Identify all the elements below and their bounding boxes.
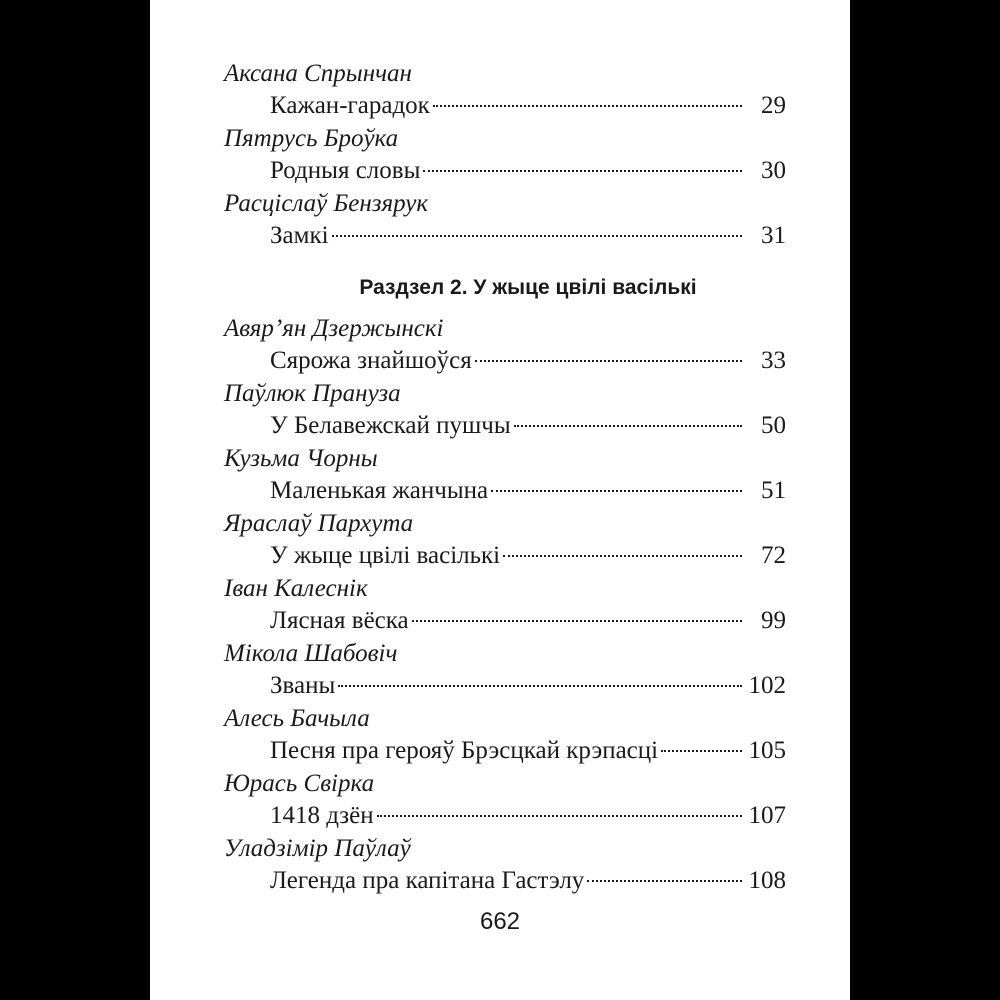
- toc-entry: [270, 345, 786, 378]
- toc-entry: [270, 670, 786, 703]
- work-title: Песня пра герояў Брэсцкай крэпасці: [270, 737, 659, 764]
- page-ref: 107: [748, 802, 786, 829]
- toc-entry: [270, 155, 786, 188]
- author-name: Авяр’ян Дзержынскі: [224, 315, 444, 342]
- page-ref: 105: [748, 737, 786, 764]
- dot-leader: [587, 880, 742, 882]
- toc-group: [224, 638, 786, 703]
- page-ref: 108: [748, 867, 786, 894]
- toc-entry: [270, 90, 786, 123]
- work-title: Замкі: [270, 222, 329, 249]
- author-name: Аксана Спрынчан: [224, 60, 412, 87]
- dot-leader: [503, 555, 742, 557]
- toc-entry: [270, 800, 786, 833]
- toc-entry: [270, 540, 786, 573]
- dot-leader: [412, 620, 742, 622]
- section-heading: Раздзел 2. У жыце цвілі васількі: [359, 276, 697, 299]
- toc-group: [224, 443, 786, 508]
- dot-leader: [514, 425, 742, 427]
- page-ref: 33: [761, 347, 786, 374]
- dot-leader: [433, 105, 742, 107]
- author-name: Пятрусь Броўка: [224, 125, 399, 152]
- toc-entry: [270, 605, 786, 638]
- toc-entry: [270, 220, 786, 253]
- page-number: 662: [479, 908, 521, 935]
- work-title: Родныя словы: [270, 157, 421, 184]
- dot-leader: [491, 490, 742, 492]
- page-ref: 29: [761, 92, 786, 119]
- toc-group: [224, 508, 786, 573]
- dot-leader: [332, 235, 742, 237]
- page-ref: 31: [761, 222, 786, 249]
- toc-entry: [270, 410, 786, 443]
- toc-group: [224, 573, 786, 638]
- toc-group: [224, 768, 786, 833]
- author-name: Кузьма Чорны: [224, 445, 378, 472]
- dot-leader: [377, 815, 742, 817]
- work-title: Званы: [270, 672, 336, 699]
- author-name: Алесь Бачыла: [224, 705, 370, 732]
- work-title: Сярожа знайшоўся: [270, 347, 472, 374]
- toc-entry: [270, 475, 786, 508]
- book-page: [150, 0, 850, 1000]
- dot-leader: [423, 170, 742, 172]
- author-name: Яраслаў Пархута: [224, 510, 414, 537]
- author-name: Мікола Шабовіч: [224, 640, 398, 667]
- author-name: Уладзімір Паўлаў: [224, 835, 411, 862]
- toc-group: [224, 58, 786, 123]
- page-ref: 50: [761, 412, 786, 439]
- work-title: Лясная вёска: [270, 607, 409, 634]
- work-title: Легенда пра капітана Гастэлу: [270, 867, 585, 894]
- toc-group: [224, 123, 786, 188]
- author-name: Іван Калеснік: [224, 575, 368, 602]
- dot-leader: [475, 360, 742, 362]
- page-ref: 30: [761, 157, 786, 184]
- toc-group: [224, 378, 786, 443]
- work-title: Кажан-гарадок: [270, 92, 430, 119]
- work-title: У Белавежскай пушчы: [270, 412, 511, 439]
- work-title: Маленькая жанчына: [270, 477, 489, 504]
- toc-group: [224, 188, 786, 253]
- toc-entry: [270, 735, 786, 768]
- author-name: Паўлюк Прануза: [224, 380, 401, 407]
- dot-leader: [661, 750, 742, 752]
- page-ref: 51: [761, 477, 786, 504]
- dot-leader: [338, 685, 742, 687]
- toc-group: [224, 313, 786, 378]
- page-ref: 72: [761, 542, 786, 569]
- author-name: Юрась Свірка: [224, 770, 375, 797]
- toc-group: [224, 833, 786, 898]
- work-title: 1418 дзён: [270, 802, 374, 829]
- author-name: Расціслаў Бензярук: [224, 190, 429, 217]
- page-ref: 99: [761, 607, 786, 634]
- toc-group: [224, 703, 786, 768]
- toc-entry: [270, 865, 786, 898]
- work-title: У жыце цвілі васількі: [270, 542, 501, 569]
- table-of-contents: [224, 58, 786, 898]
- page-ref: 102: [748, 672, 786, 699]
